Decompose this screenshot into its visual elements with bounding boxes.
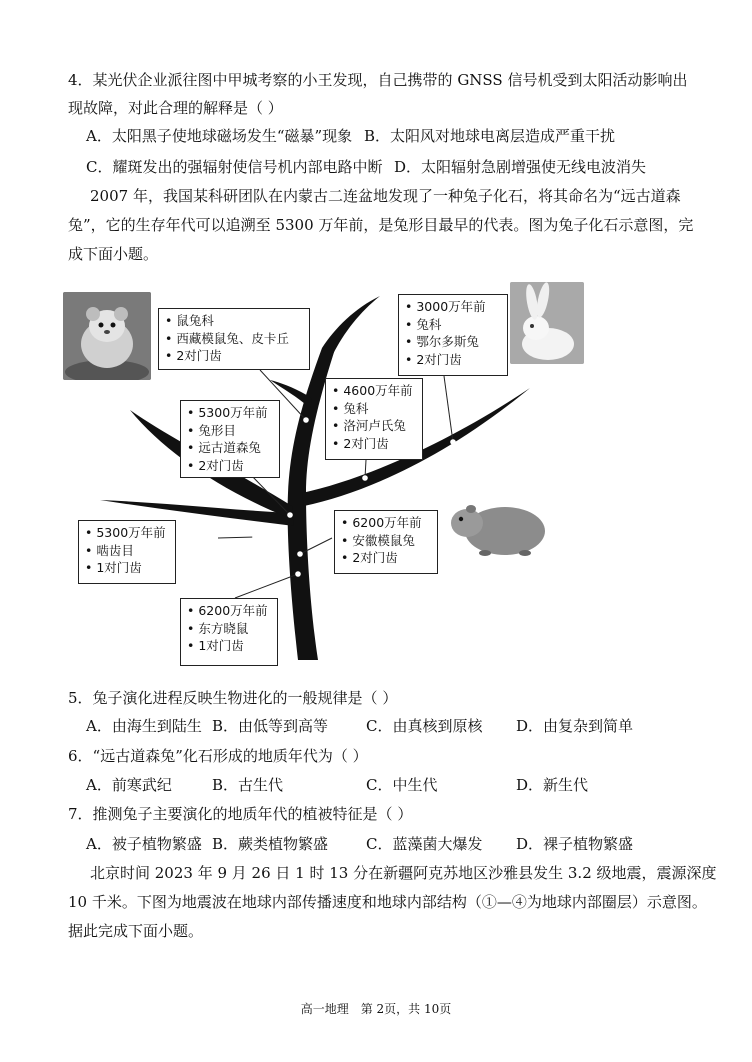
node-pika (303, 417, 309, 423)
q6-option-d: D．新生代 (516, 776, 589, 794)
box-6200b-line2: • 东方晓鼠 (187, 620, 271, 638)
box-4600-line1: • 4600万年前 (332, 382, 416, 400)
box-pika-line1: • 鼠兔科 (165, 312, 303, 330)
box-6200a-line2: • 安徽模鼠兔 (341, 532, 431, 550)
q6-option-a: A．前寒武纪 (86, 776, 172, 794)
box-3000-line4: • 2对门齿 (405, 351, 501, 369)
q4-option-a: A．太阳黑子使地球磁场发生“磁暴”现象 (86, 127, 353, 145)
box-3000 (398, 294, 508, 376)
intro2-line2: 10 千米。下图为地震波在地球内部传播速度和地球内部结构（①—④为地球内部圈层）示意图。 (68, 893, 707, 911)
q4-option-b: B．太阳风对地球电离层造成严重干扰 (364, 127, 616, 145)
box-5300-lagomorph (180, 400, 280, 478)
q7-stem: 7．推测兔子主要演化的地质年代的植被特征是（ ） (68, 805, 413, 823)
box-5300-rodent (78, 520, 176, 584)
box-pika-line2: • 西藏模鼠兔、皮卡丘 (165, 330, 303, 348)
node-4600 (362, 475, 368, 481)
intro1-line2: 兔”，它的生存年代可以追溯至 5300 万年前，是兔形目最早的代表。图为兔子化石示意图，完 (68, 216, 694, 234)
q5-option-b: B．由低等到高等 (212, 717, 329, 735)
q7-option-a: A．被子植物繁盛 (86, 835, 202, 853)
pointer-6200b (235, 574, 298, 598)
node-3000 (450, 439, 456, 445)
rabbit-fossil-figure (60, 288, 560, 668)
q4-stem-line2: 现故障，对此合理的解释是（ ） (68, 99, 283, 117)
box-5300a-line2: • 兔形目 (187, 422, 273, 440)
box-4600-line4: • 2对门齿 (332, 435, 416, 453)
box-3000-line1: • 3000万年前 (405, 298, 501, 316)
q6-option-b: B．古生代 (212, 776, 284, 794)
box-pika-line3: • 2对门齿 (165, 347, 303, 365)
node-6200b (295, 571, 301, 577)
box-3000-line3: • 鄂尔多斯兔 (405, 333, 501, 351)
branch-top (322, 296, 380, 356)
q5-option-c: C．由真核到原核 (366, 717, 483, 735)
mouse-hare-photo (445, 493, 550, 561)
box-6200b-line1: • 6200万年前 (187, 602, 271, 620)
q7-option-d: D．裸子植物繁盛 (516, 835, 634, 853)
pointer-5300b (218, 537, 255, 538)
q4-option-d: D．太阳辐射急剧增强使无线电波消失 (394, 158, 647, 176)
box-6200-anhui (334, 510, 438, 574)
q7-option-b: B．蕨类植物繁盛 (212, 835, 329, 853)
box-6200b-line3: • 1对门齿 (187, 637, 271, 655)
pointer-3000 (444, 376, 453, 442)
box-5300b-line1: • 5300万年前 (85, 524, 169, 542)
box-4600-line2: • 兔科 (332, 400, 416, 418)
q5-option-a: A．由海生到陆生 (86, 717, 202, 735)
q6-stem: 6．“远古道森兔”化石形成的地质年代为（ ） (68, 747, 368, 765)
box-4600-line3: • 洛河卢氏兔 (332, 417, 416, 435)
box-5300a-line4: • 2对门齿 (187, 457, 273, 475)
q6-option-c: C．中生代 (366, 776, 438, 794)
box-6200a-line3: • 2对门齿 (341, 549, 431, 567)
box-6200a-line1: • 6200万年前 (341, 514, 431, 532)
q7-option-c: C．蓝藻菌大爆发 (366, 835, 483, 853)
node-6200a (297, 551, 303, 557)
q4-stem-line1: 4．某光伏企业派往图中甲城考察的小王发现，自己携带的 GNSS 信号机受到太阳活动影响出 (68, 71, 688, 89)
intro1-line3: 成下面小题。 (68, 245, 159, 263)
q5-option-d: D．由复杂到简单 (516, 717, 634, 735)
box-5300b-line3: • 1对门齿 (85, 559, 169, 577)
intro1-line1: 2007 年，我国某科研团队在内蒙古二连盆地发现了一种兔子化石，将其命名为“远古道森 (90, 187, 681, 205)
pika-photo (63, 292, 151, 380)
box-pika-family (158, 308, 310, 370)
q5-stem: 5．兔子演化进程反映生物进化的一般规律是（ ） (68, 689, 398, 707)
box-5300a-line3: • 远古道森兔 (187, 439, 273, 457)
q4-option-c: C．耀斑发出的强辐射使信号机内部电路中断 (86, 158, 383, 176)
node-5300b (252, 534, 258, 540)
box-4600 (325, 378, 423, 460)
intro2-line1: 北京时间 2023 年 9 月 26 日 1 时 13 分在新疆阿克苏地区沙雅县发生 3.2 级地震，震源深度 (90, 864, 717, 882)
node-5300a (287, 512, 293, 518)
box-6200-eastern (180, 598, 278, 666)
box-3000-line2: • 兔科 (405, 316, 501, 334)
box-5300b-line2: • 啮齿目 (85, 542, 169, 560)
rabbit-photo (510, 282, 584, 364)
intro2-line3: 据此完成下面小题。 (68, 922, 204, 940)
page-footer: 高一地理 第 2页，共 10页 (300, 1002, 452, 1016)
box-5300a-line1: • 5300万年前 (187, 404, 273, 422)
